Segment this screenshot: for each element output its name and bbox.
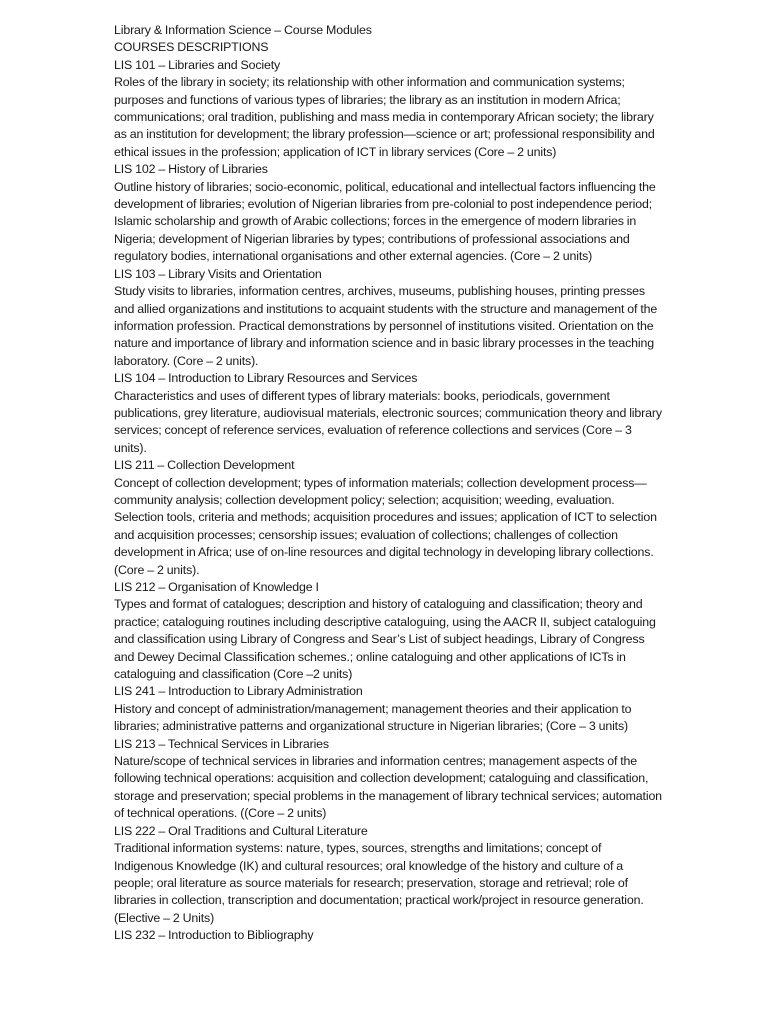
course-heading-lis-241: LIS 241 – Introduction to Library Administration <box>114 684 363 699</box>
course-description-lis-222: Traditional information systems: nature, types, sources, strengths and limitations; concept of Indigenous Knowledge (IK) and cultural resources; oral knowledge of the history and culture of a people; oral literature as source materials for research; preservation, storage and retrieval; role of libraries in collection, transcription and documentation; practical work/project in resource generation. (Elective – 2 Units) <box>114 841 644 925</box>
course-heading-lis-213: LIS 213 – Technical Services in Libraries <box>114 736 329 751</box>
document-subtitle: COURSES DESCRIPTIONS <box>114 40 269 55</box>
course-heading-lis-102: LIS 102 – History of Libraries <box>114 162 268 177</box>
course-heading-lis-212: LIS 212 – Organisation of Knowledge I <box>114 580 319 594</box>
course-description-lis-102: Outline history of libraries; socio-economic, political, educational and intellectual factors influencing the development of libraries; evolution of Nigerian libraries from pre-colonial to post independence period; Islamic scholarship and growth of Arabic collections; forces in the emergence of modern libraries in Nigeria; development of Nigerian libraries by types; contributions of professional associations and regulatory bodies, international organisations and other external agencies. (Core – 2 units) <box>114 179 656 264</box>
course-description-lis-212: Types and format of catalogues; description and history of cataloguing and classification; theory and practice; cataloguing routines including descriptive cataloguing, using the AACR II, subject cataloguing and classification using Library of Congress and Sear’s List of subject headings, Library of Congress and Dewey Decimal Classification schemes.; online cataloguing and other applications of ICTs in cataloguing and classification (Core –2 units) <box>114 597 656 682</box>
course-description-lis-101: Roles of the library in society; its relationship with other information and communication systems; purposes and functions of various types of libraries; the library as an institution in modern Africa; communications; oral tradition, publishing and mass media in contemporary African society; the library as an institution for development; the library profession—science or art; professional responsibility and ethical issues in the profession; application of ICT in library services (Core – 2 units) <box>114 75 655 159</box>
course-heading-lis-222: LIS 222 – Oral Traditions and Cultural Literature <box>114 823 368 838</box>
course-heading-lis-103: LIS 103 – Library Visits and Orientation <box>114 266 322 281</box>
course-description-lis-104: Characteristics and uses of different types of library materials: books, periodicals, government publications, grey literature, audiovisual materials, electronic sources; communication theory and library services; concept of reference services, evaluation of reference collections and services (Core – 3 units). <box>114 388 662 455</box>
document-page <box>114 22 662 945</box>
course-description-lis-241: History and concept of administration/management; management theories and their application to libraries; administrative patterns and organizational structure in Nigerian libraries; (Core – 3 units) <box>114 701 632 734</box>
document-title: Library & Information Science – Course Modules <box>114 23 372 37</box>
course-description-lis-103: Study visits to libraries, information centres, archives, museums, publishing houses, printing presses and allied organizations and institutions to acquaint students with the structure and management of the information profession. Practical demonstrations by personnel of institutions visited. Orientation on the nature and importance of library and information science and in basic library processes in the teaching laboratory. (Core – 2 units). <box>114 284 658 368</box>
course-description-lis-213: Nature/scope of technical services in libraries and information centres; management aspects of the following technical operations: acquisition and collection development; cataloguing and classification, storage and preservation; special problems in the management of library technical services; automation of technical operations. ((Core – 2 units) <box>114 754 662 821</box>
course-description-lis-211: Concept of collection development; types of information materials; collection development process—community analysis; collection development policy; selection; acquisition; weeding, evaluation. Selection tools, criteria and methods; acquisition procedures and issues; application of ICT to selection and acquisition processes; censorship issues; evaluation of collections; challenges of collection development in Africa; use of on-line resources and digital technology in developing library collections. (Core – 2 units). <box>114 475 657 577</box>
course-heading-lis-232: LIS 232 – Introduction to Bibliography <box>114 928 314 943</box>
course-heading-lis-104: LIS 104 – Introduction to Library Resources and Services <box>114 371 418 386</box>
course-heading-lis-211: LIS 211 – Collection Development <box>114 458 295 473</box>
course-heading-lis-101: LIS 101 – Libraries and Society <box>114 57 281 72</box>
